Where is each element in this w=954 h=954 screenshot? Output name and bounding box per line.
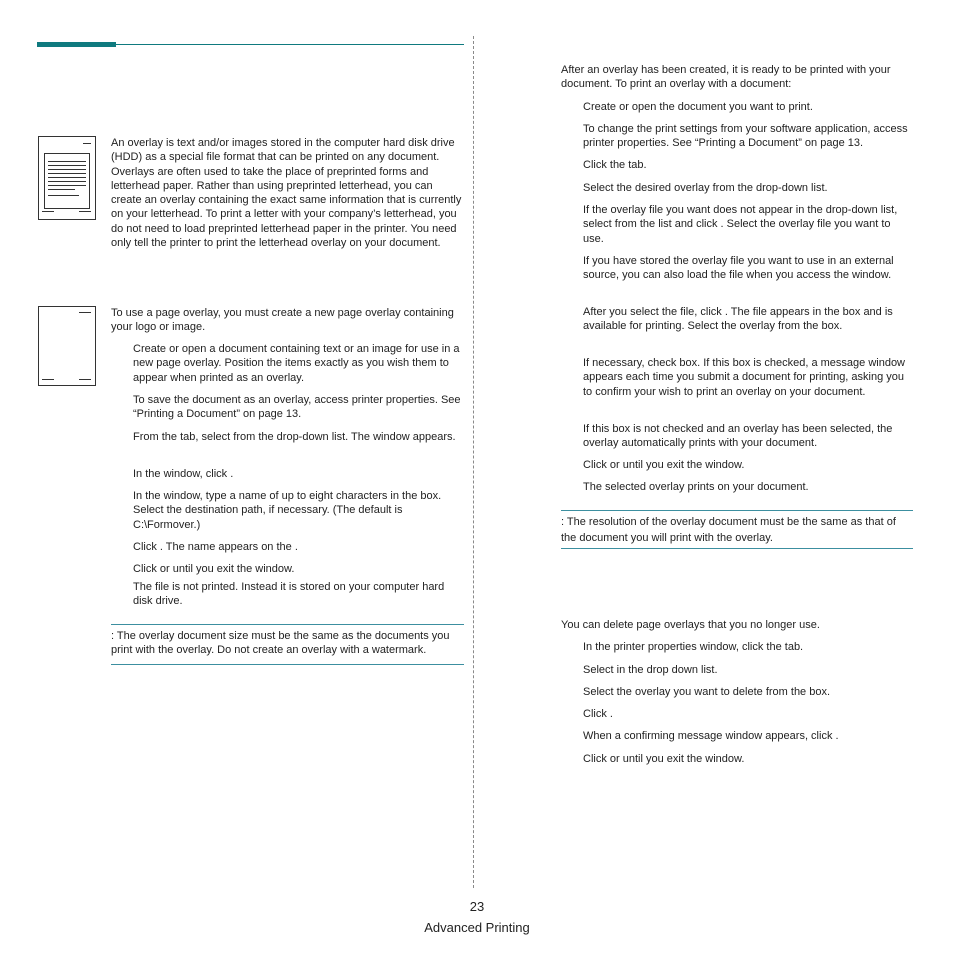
header-rule	[116, 44, 464, 45]
print-step-3: Click the tab.	[583, 159, 647, 171]
create-step-7: Click or until you exit the window.	[133, 563, 295, 575]
create-step-3: From the tab, select from the drop-down list. The window appears.	[133, 431, 456, 443]
delete-step-1: In the printer properties window, click the tab.	[583, 641, 804, 653]
column-divider	[473, 36, 474, 888]
letterhead-overlay-icon	[38, 136, 96, 220]
create-step-1: Create or open a document containing text or an image for use in a new page overlay. Position the items exactly as you wish them to appear when printed as an overlay.	[133, 343, 460, 384]
print-step-7-note: If this box is not checked and an overlay has been selected, the overlay automatically prints with your document.	[583, 423, 893, 450]
create-step-5: In the window, type a name of up to eight characters in the box. Select the destination path, if necessary. (The default is C:\Formover.)	[133, 490, 442, 531]
print-step-2: To change the print settings from your software application, access printer properties. See “Printing a Document” on page 13.	[583, 123, 908, 150]
delete-step-4: Click .	[583, 708, 613, 720]
create-step-6: Click . The name appears on the .	[133, 541, 298, 553]
create-step-7-result: The file is not printed. Instead it is stored on your computer hard disk drive.	[133, 581, 445, 608]
delete-step-5: When a confirming message window appears, click .	[583, 730, 839, 742]
create-step-4: In the window, click .	[133, 468, 234, 480]
header-accent-bar	[37, 42, 116, 47]
blank-page-icon	[38, 306, 96, 386]
left-note-top-rule	[111, 624, 464, 625]
left-note-bottom-rule	[111, 664, 464, 665]
print-step-8-result: The selected overlay prints on your document.	[583, 481, 809, 493]
print-step-7: If necessary, check box. If this box is checked, a message window appears each time you submit a document for printing, asking you to confirm your wish to print an overlay on your document.	[583, 357, 906, 398]
delete-step-2: Select in the drop down list.	[583, 664, 718, 676]
print-step-5-note: If you have stored the overlay file you want to use in an external source, you can also load the file when you access the window.	[583, 255, 894, 282]
right-note-top-rule	[561, 510, 913, 511]
right-note: : The resolution of the overlay document must be the same as that of the document you will print with the overlay.	[561, 516, 896, 544]
delete-step-6: Click or until you exit the window.	[583, 753, 745, 765]
print-step-1: Create or open the document you want to print.	[583, 101, 813, 113]
delete-overlay-intro: You can delete page overlays that you no longer use.	[561, 619, 820, 631]
delete-step-3: Select the overlay you want to delete from the box.	[583, 686, 831, 698]
right-note-bottom-rule	[561, 548, 913, 549]
overlay-intro-paragraph: An overlay is text and/or images stored in the computer hard disk drive (HDD) as a special file format that can be printed on any document. Overlays are often used to take the place of preprinted forms and letterhead paper. Rather than using preprinted letterhead, you can create an overlay containing the exact same information that is currently on your letterhead. To print a letter with your company’s letterhead, you do not need to load preprinted letterhead paper in the printer. You need only tell the printer to print the letterhead overlay on your document.	[111, 137, 462, 250]
print-overlay-intro: After an overlay has been created, it is ready to be printed with your document. To print an overlay with a document:	[561, 64, 891, 91]
create-step-2: To save the document as an overlay, access printer properties. See “Printing a Document” on page 13.	[133, 394, 461, 421]
page-number: 23	[469, 899, 485, 914]
left-note: : The overlay document size must be the same as the documents you print with the overlay. Do not create an overlay with a watermark.	[111, 630, 450, 657]
print-step-4: Select the desired overlay from the drop-down list.	[583, 182, 828, 194]
create-overlay-intro: To use a page overlay, you must create a new page overlay containing your logo or image.	[111, 307, 454, 334]
print-step-6: After you select the file, click . The file appears in the box and is available for printing. Select the overlay from the box.	[583, 306, 893, 333]
print-step-5: If the overlay file you want does not appear in the drop-down list, select from the list and click . Select the overlay file you want to use.	[583, 204, 898, 245]
footer-section-title: Advanced Printing	[424, 920, 530, 935]
print-step-8: Click or until you exit the window.	[583, 459, 745, 471]
